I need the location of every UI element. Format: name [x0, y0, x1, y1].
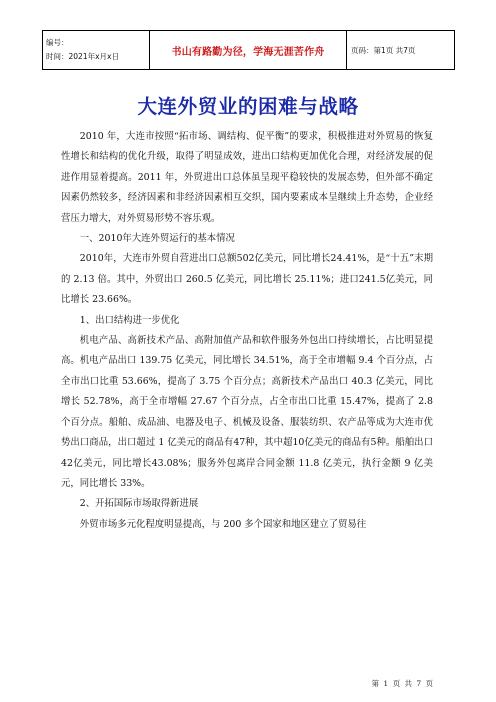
header-page-label: 页码：第1页 共7页 — [347, 31, 455, 70]
number-label: 编号： — [46, 38, 69, 47]
subheading-export-structure: 1、出口结构进一步优化 — [79, 314, 180, 326]
document-body — [61, 127, 433, 535]
document-title: 大连外贸业的困难与战略 — [137, 95, 359, 118]
paragraph-markets: 外贸市场多元化程度明显提高，与 200 多个国家和地区建立了贸易往 — [79, 518, 367, 530]
page-footer: 第 1 页 共 7 页 — [371, 679, 434, 688]
header-info-cell — [43, 31, 150, 70]
section-heading-1: 一、2010年大连外贸运行的基本情况 — [79, 233, 235, 245]
paragraph-totals: 2010年，大连市外贸自营进出口总额502亿美元，同比增长24.41%，是“十五”末期的 2.13 倍。其中，外贸出口 260.5 亿美元，同比增长 25.11%；进口241.5亿美元，同比增长 23.66%。 — [61, 253, 433, 306]
header-table — [42, 30, 455, 70]
paragraph-intro: 2010 年，大连市按照“拓市场、调结构、促平衡”的要求，积极推进对外贸易的恢复性增长和结构的优化升级，取得了明显成效，进出口结构更加优化合理，对经济发展的促进作用显着提高。2011 年，外贸进出口总体虽呈现平稳较快的发展态势，但外部不确定因素仍然较多，经济因素和非经济因素相互交织，国内要素成本呈继续上升态势，企业经营压力增大，对外贸易形势不容乐观。 — [61, 131, 433, 224]
header-motto: 书山有路勤为径，学海无涯苦作舟 — [150, 31, 347, 70]
subheading-markets: 2、开拓国际市场取得新进展 — [79, 498, 199, 510]
time-label: 时间：2021年x月x日 — [46, 52, 119, 61]
paragraph-export-structure: 机电产品、高新技术产品、高附加值产品和软件服务外包出口持续增长，占比明显提高。机电产品出口 139.75 亿美元，同比增长 34.51%，高于全市增幅 9.4 个百分点，占全市出口比重 53.66%，提高了 3.75 个百分点；高新技术产品出口 40.3 亿美元，同比增长 52.78%，高于全市增幅 27.67 个百分点，占全市出口比重 15.47%，提高了 2.8 个百分点。船舶、成品油、电器及电子、机械及设备、服装纺织、农产品等成为大连市优势出口商品，出口超过 1 亿美元的商品有47种，其中超10亿美元的商品有5种。船舶出口42亿美元，同比增长43.08%；服务外包离岸合同金额 11.8 亿美元，执行金额 9 亿美元，同比增长 33%。 — [61, 335, 433, 489]
